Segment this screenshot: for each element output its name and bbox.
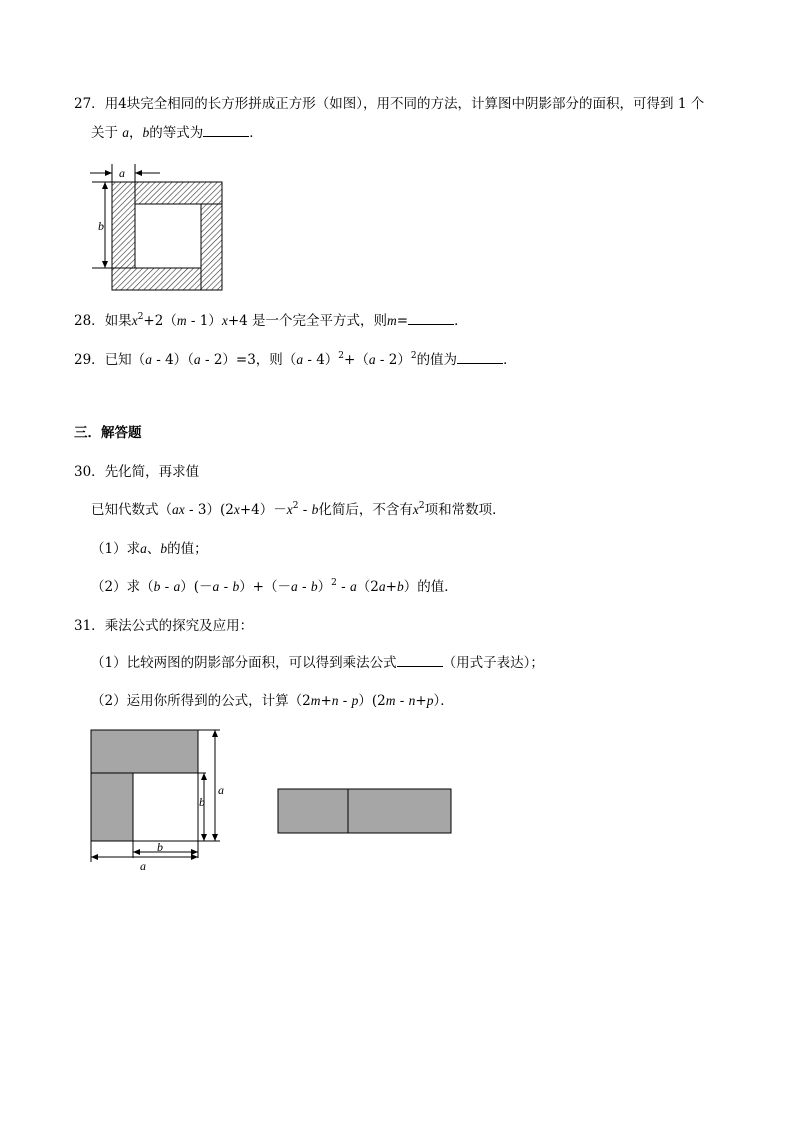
- q27-inner-square: [135, 204, 201, 268]
- q30-sub2: [91, 578, 458, 596]
- q29-p4: - 4）: [303, 352, 339, 368]
- q31-s1-p1: （1）比较两图的阴影部分面积，可以得到乘法公式: [91, 655, 397, 671]
- q30-l1-x3: x: [412, 502, 419, 517]
- q30-s2-a1: a: [173, 579, 181, 594]
- q29-exp2: 2: [410, 351, 417, 361]
- q31-figure-right: [276, 787, 456, 837]
- q30-s2-a2: a: [212, 579, 220, 594]
- q31-s2-m: m: [310, 693, 321, 708]
- q31-sub2: [91, 692, 454, 710]
- q30-statement: [91, 501, 506, 519]
- q27-text1: 用4块完全相同的长方形拼成正方形（如图），用不同的方法，计算图中阴影部分的面积，可得到 1 个: [104, 96, 705, 112]
- q31-s2-p5: -: [395, 693, 409, 709]
- q28-p5: =: [396, 313, 409, 329]
- q29-answer-blank[interactable]: [457, 351, 503, 364]
- q28-answer-blank[interactable]: [408, 312, 454, 325]
- q30-l1-exp2: 2: [418, 501, 425, 511]
- q30-s1-p3: 的值；: [167, 541, 208, 557]
- q29-p5: +（: [344, 352, 369, 368]
- q27-var-b: b: [142, 125, 150, 140]
- q29-exp1: 2: [338, 351, 345, 361]
- q31-fig1-label-a-right: a: [218, 783, 224, 797]
- q31-s2-p1: （2）运用你所得到的公式，计算（2: [91, 693, 311, 709]
- q27-text2a: 关于: [91, 125, 118, 141]
- q30-s2-a3: a: [291, 579, 298, 594]
- q30-title-line: [74, 463, 199, 481]
- q31-s2-n2: n: [408, 693, 416, 708]
- q29-a1: a: [145, 352, 152, 367]
- q31-s2-pp: p: [426, 693, 434, 708]
- q30-s2-b1: b: [153, 579, 161, 594]
- q30-l1-p3: +4）－: [239, 502, 287, 518]
- q27-line2: [91, 124, 263, 142]
- q31-s2-p4: ）(2: [358, 693, 386, 709]
- q27-label-a: a: [119, 166, 125, 180]
- q30-l1-x2: x: [286, 502, 293, 517]
- q30-number: 30．: [74, 464, 105, 480]
- q30-s2-p4: -: [219, 579, 233, 595]
- q30-s2-p8: -: [336, 579, 351, 595]
- q29-a3: a: [296, 352, 304, 367]
- section-title: 三．解答题: [74, 425, 142, 441]
- q27-comma: ，: [129, 125, 143, 141]
- q27-answer-blank[interactable]: [203, 124, 249, 137]
- q31-title: 乘法公式的探究及应用：: [104, 618, 254, 634]
- q30-s1-a: a: [140, 541, 147, 556]
- q30-s2-b4: b: [396, 579, 404, 594]
- q31-number: 31．: [74, 618, 105, 634]
- q27-end: ．: [249, 125, 263, 141]
- q27-number: 27．: [74, 96, 105, 112]
- q31-s2-p: p: [351, 693, 359, 708]
- q28-p1: 如果: [104, 313, 132, 329]
- q27-figure: [90, 162, 230, 292]
- q31-fig1-left-rect: [91, 773, 133, 841]
- q30-s2-b2: b: [232, 579, 240, 594]
- q31-s2-p6: +: [415, 693, 427, 709]
- q30-s2-p3: ）(－: [180, 579, 213, 595]
- q30-s2-a4: a: [350, 579, 357, 594]
- q28-x2: x: [221, 313, 228, 328]
- q31-fig1-label-a-bottom: a: [140, 859, 146, 873]
- q30-l1-p2: - 3）(2: [184, 502, 234, 518]
- q29-line: [74, 351, 517, 369]
- q28-m: m: [176, 313, 187, 328]
- q31-s2-p3: -: [338, 693, 352, 709]
- q29-a2: a: [193, 352, 201, 367]
- q31-answer-blank[interactable]: [397, 654, 443, 667]
- q31-sub1: [91, 654, 544, 672]
- q29-p3: - 2）=3，则（: [200, 352, 297, 368]
- q31-fig2-left-rect: [278, 789, 348, 833]
- q28-exp: 2: [137, 312, 144, 322]
- q29-p1: 已知（: [104, 352, 146, 368]
- q30-l1-ax: ax: [172, 502, 185, 517]
- q30-s2-p1: （2）求（: [91, 579, 154, 595]
- q30-l1-p4: -: [298, 502, 312, 518]
- q31-title-line: [74, 617, 253, 635]
- q27-text2b: 的等式为: [149, 125, 204, 141]
- q29-p2: - 4）（: [151, 352, 194, 368]
- q30-l1-b: b: [311, 502, 319, 517]
- q30-s1-b: b: [160, 541, 168, 556]
- q27-line1: [74, 95, 704, 113]
- q31-s2-p2: +: [320, 693, 332, 709]
- q29-p7: 的值为: [416, 352, 458, 368]
- q30-s2-exp: 2: [331, 578, 337, 588]
- q29-end: ．: [503, 352, 517, 368]
- q30-l1-x: x: [233, 502, 240, 517]
- q30-s2-b3: b: [310, 579, 318, 594]
- q30-s2-p6: -: [297, 579, 311, 595]
- q27-label-b: b: [98, 219, 104, 233]
- q28-x: x: [131, 313, 138, 328]
- q29-number: 29．: [74, 352, 105, 368]
- q30-l1-p6: 项和常数项．: [424, 502, 506, 518]
- q31-fig2-right-rect: [348, 789, 451, 833]
- q30-s1-p2: 、: [146, 541, 161, 557]
- q29-a4: a: [368, 352, 376, 367]
- q27-var-a: a: [122, 125, 130, 140]
- q30-sub1: [91, 540, 208, 558]
- q28-p4: +4 是一个完全平方式，则: [227, 313, 388, 329]
- q31-fig1-white-square: [133, 773, 198, 841]
- q30-s2-a5: a: [378, 579, 386, 594]
- q30-s2-p9: （2: [356, 579, 379, 595]
- q30-l1-p1: 已知代数式（: [91, 502, 172, 518]
- q30-title: 先化简，再求值: [104, 464, 200, 480]
- q30-s1-p1: （1）求: [91, 541, 141, 557]
- q30-s2-p7: ）: [317, 579, 332, 595]
- q30-s2-p11: ）的值．: [403, 579, 458, 595]
- q30-s2-p5: ）+（－: [239, 579, 291, 595]
- q31-figure-left: [88, 726, 248, 876]
- q29-p6: - 2）: [375, 352, 411, 368]
- q31-s2-m2: m: [385, 693, 396, 708]
- q28-m2: m: [387, 313, 397, 328]
- q28-end: ．: [454, 313, 468, 329]
- q31-s2-p7: ）．: [433, 693, 454, 709]
- q31-s1-p2: （用式子表达）；: [442, 655, 544, 671]
- q30-l1-exp: 2: [292, 501, 299, 511]
- q31-fig1-label-b-right: b: [199, 795, 205, 809]
- q30-l1-p5: 化简后，不含有: [318, 502, 413, 518]
- q30-s2-p2: -: [160, 579, 174, 595]
- q31-fig1-top-rect: [91, 730, 198, 773]
- q28-p3: - 1）: [186, 313, 222, 329]
- q31-s2-n: n: [331, 693, 339, 708]
- q30-s2-p10: +: [385, 579, 397, 595]
- q31-fig1-label-b-bottom: b: [157, 840, 163, 854]
- q28-p2: +2（: [143, 313, 177, 329]
- q28-number: 28．: [74, 313, 105, 329]
- q28-line: [74, 312, 468, 330]
